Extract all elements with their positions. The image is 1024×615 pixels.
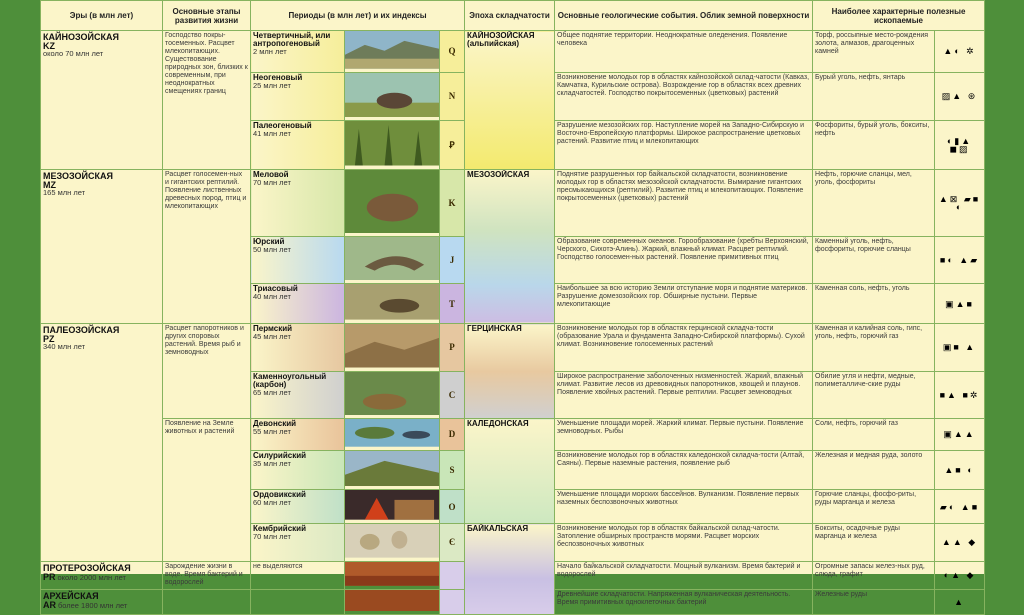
mineral-symbols-icon: ▣■ ▲ [935, 324, 985, 372]
period-illustration [345, 72, 440, 121]
minerals: Каменная и калийная соль, гипс, уголь, нефть, горючий газ [813, 324, 935, 372]
era-code: PZ [43, 334, 55, 345]
period-illustration [345, 121, 440, 170]
events: Широкое распространение заболоченных низменностей. Жаркий, влажный климат. Развитие лесов из древовидных папоротников, хвощей и плаунов. Появление хвойных растений. Первые рептилии. Расцвет земноводных [555, 371, 813, 419]
period-age: 45 млн лет [253, 332, 291, 342]
period-index: S [440, 450, 465, 490]
period-illustration [345, 371, 440, 419]
folding-cell-baikal [465, 524, 555, 615]
events: Наибольшее за всю историю Земли отступание моря и поднятие материков. Разрушение домезозойских гор. Обширные пустыни. Первые млекопитающие [555, 284, 813, 324]
period-index: J [440, 236, 465, 284]
table-row [41, 169, 985, 236]
period-cell [251, 72, 345, 121]
era-age: около 70 млн лет [43, 49, 104, 58]
events: Уменьшение площади морей. Жаркий климат. Первые пустыни. Появление земноводных. Рыбы [555, 419, 813, 451]
period-age: 25 млн лет [253, 80, 291, 90]
mineral-symbols-icon: ▲◐ ✲ [935, 31, 985, 73]
header-events: Основные геологические события. Облик земной поверхности [555, 1, 813, 31]
era-cell-pr [41, 561, 163, 589]
period-name: Силурийский [253, 450, 307, 460]
minerals: Торф, россыпные место-рождения золота, алмазов, драгоценных камней [813, 31, 935, 73]
period-name: Четвертичный, или антропогеновый [253, 31, 331, 48]
period-index: O [440, 490, 465, 524]
events: Уменьшение площади морских бассейнов. Вулканизм. Появление первых наземных беспозвоночных животных [555, 490, 813, 524]
mineral-symbols-icon: ▰◐ ▲■ [935, 490, 985, 524]
era-code: KZ [43, 41, 55, 51]
table [40, 0, 985, 615]
geochronological-table [40, 0, 984, 610]
minerals: Огромные запасы желез-ных руд, слюда, графит [813, 561, 935, 589]
period-cell [251, 169, 345, 236]
period-index: Є [440, 524, 465, 562]
period-illustration [345, 490, 440, 524]
era-age: 165 млн лет [43, 187, 86, 197]
period-name: Кембрийский [253, 524, 306, 534]
header-folding: Эпоха складчатости [465, 1, 555, 31]
events: Поднятие разрушенных гор байкальской складчатости, возникновение молодых гор в областях мезозойской складчатости. Вымирание гигантских пресмыкающихся (рептилий). Развитие птиц и млекопитающих. Появление покрытосеменных (цветковых) растений [555, 169, 813, 236]
life-stage: Появление на Земле животных и растений [163, 419, 251, 562]
period-illustration [345, 419, 440, 451]
minerals: Фосфориты, бурый уголь, бокситы, нефть [813, 121, 935, 170]
period-illustration [345, 524, 440, 562]
era-cell-kz [41, 31, 163, 170]
period-index [440, 589, 465, 615]
folding-name: МЕЗОЗОЙСКАЯ [467, 169, 530, 179]
period-name: Меловой [253, 169, 289, 179]
period-index: N [440, 72, 465, 121]
folding-name: КАЛЕДОНСКАЯ [467, 419, 529, 429]
table-row [41, 324, 985, 372]
folding-name: КАЙНОЗОЙСКАЯ [467, 31, 535, 40]
minerals: Горючие сланцы, фосфо-риты, руды марганца и железа [813, 490, 935, 524]
period-age: 70 млн лет [253, 177, 291, 187]
period-age: 60 млн лет [253, 498, 291, 508]
folding-cell-mz [465, 169, 555, 323]
era-name: АРХЕЙСКАЯ [43, 590, 99, 601]
period-name: Триасовый [253, 284, 298, 294]
period-illustration [345, 169, 440, 236]
period-illustration [345, 284, 440, 324]
period-index: T [440, 284, 465, 324]
folding-sub: (альпийская) [467, 39, 520, 48]
folding-cell-kz [465, 31, 555, 170]
era-name: ПРОТЕРОЗОЙСКАЯ [43, 562, 131, 573]
era-cell-pz [41, 324, 163, 562]
period-cell [251, 524, 345, 562]
era-name: МЕЗОЗОЙСКАЯ [43, 170, 113, 181]
events: Образование современных океанов. Горообразование (хребты Верхоянский, Черского, Сихотэ-Алинь). Жаркий, влажный климат. Расцвет рептилий. Господство голосемен-ных растений. Появление примитивных птиц [555, 236, 813, 284]
events: Разрушение мезозойских гор. Наступление морей на Западно-Сибирскую и Восточно-Европейскую платформы. Широкое распространение цветковых растений. Развитие птиц и млекопитающих [555, 121, 813, 170]
folding-cell-caled [465, 419, 555, 524]
minerals: Каменный уголь, нефть, фосфориты, горючие сланцы [813, 236, 935, 284]
era-code: MZ [43, 179, 56, 190]
mineral-symbols-icon: ◐▲ ◆ [935, 561, 985, 589]
period-age: 70 млн лет [253, 532, 291, 542]
period-age: 35 млн лет [253, 458, 291, 468]
period-cell [251, 589, 345, 615]
events: Общее поднятие территории. Неоднократные оледенения. Появление человека [555, 31, 813, 73]
minerals: Железная и медная руда, золото [813, 450, 935, 490]
period-name: Пермский [253, 324, 293, 334]
mineral-symbols-icon: ▲▲ ◆ [935, 524, 985, 562]
period-name: Палеогеновый [253, 121, 312, 131]
mineral-symbols-icon: ▲■ ◐ [935, 450, 985, 490]
table-row [41, 419, 985, 451]
period-illustration [345, 589, 440, 615]
period-cell [251, 371, 345, 419]
period-age: 65 млн лет [253, 387, 291, 397]
folding-name: ГЕРЦИНСКАЯ [467, 324, 522, 334]
minerals: Бурый уголь, нефть, янтарь [813, 72, 935, 121]
era-cell-ar [41, 589, 163, 615]
period-age: 2 млн лет [253, 47, 287, 56]
mineral-symbols-icon: ▣▲■ [935, 284, 985, 324]
period-name: Неогеновый [253, 72, 303, 82]
mineral-symbols-icon: ▲ [935, 589, 985, 615]
minerals: Каменная соль, нефть, уголь [813, 284, 935, 324]
period-cell: не выделяются [251, 561, 345, 589]
life-stage: Зарождение жизни в воде. Время бактерий и водорослей [163, 561, 251, 589]
events: Возникновение молодых гор в областях каледонской складча-тости (Алтай, Саяны). Первые наземные растения, появление рыб [555, 450, 813, 490]
period-cell [251, 236, 345, 284]
period-cell [251, 31, 345, 73]
period-cell [251, 284, 345, 324]
period-cell [251, 450, 345, 490]
events: Древнейшие складчатости. Напряженная вулканическая деятельность. Время примитивных одноклеточных бактерий [555, 589, 813, 615]
minerals: Бокситы, осадочные руды марганца и железа [813, 524, 935, 562]
life-stage [163, 589, 251, 615]
period-cell [251, 324, 345, 372]
period-cell [251, 121, 345, 170]
folding-name: БАЙКАЛЬСКАЯ [467, 524, 529, 534]
header-periods: Периоды (в млн лет) и их индексы [251, 1, 465, 31]
era-code: PR [43, 571, 56, 582]
minerals: Обилие угля и нефти, медные, полиметалличе-ские руды [813, 371, 935, 419]
period-illustration [345, 324, 440, 372]
header-row [41, 1, 985, 31]
minerals: Нефть, горючие сланцы, мел, уголь, фосфориты [813, 169, 935, 236]
mineral-symbols-icon: ▲⊠ ▰■ ◐ [935, 169, 985, 236]
period-index: Ꝑ [440, 121, 465, 170]
period-index: D [440, 419, 465, 451]
period-index: Q [440, 31, 465, 73]
period-name: Ордовикский [253, 490, 306, 500]
period-index [440, 561, 465, 589]
period-name: Каменноугольный (карбон) [253, 371, 327, 389]
mineral-symbols-icon: ▨▲ ⊛ [935, 72, 985, 121]
mineral-symbols-icon: ◐▮▲ ◼▨ [935, 121, 985, 170]
table-row [41, 31, 985, 73]
period-age: 40 млн лет [253, 292, 291, 302]
life-stage: Господство покры-тосеменных. Расцвет млекопитающих. Существование природных зон, близких к современным, при неоднократных смещениях границ [163, 31, 251, 170]
era-age: около 2000 млн лет [57, 572, 126, 582]
header-stages: Основные этапы развития жизни [163, 1, 251, 31]
period-illustration [345, 236, 440, 284]
period-illustration [345, 31, 440, 73]
period-age: 50 млн лет [253, 244, 291, 254]
era-name: КАЙНОЗОЙСКАЯ [43, 32, 119, 42]
life-stage: Расцвет папоротников и других споровых растений. Время рыб и земноводных [163, 324, 251, 419]
period-cell [251, 419, 345, 451]
period-illustration [345, 561, 440, 589]
period-index: K [440, 169, 465, 236]
period-illustration [345, 450, 440, 490]
era-age: 340 млн лет [43, 342, 86, 352]
events: Возникновение молодых гор в областях байкальской склад-чатости. Затопление обширных пространств морями. Расцвет морских беспозвоночных животных [555, 524, 813, 562]
period-age: 41 млн лет [253, 129, 291, 139]
events: Возникновение молодых гор в областях герцинской складча-тости (образование Урала и фундамента Западно-Сибирской платформы). Сухой климат. Возникновение голосеменных растений [555, 324, 813, 372]
period-cell [251, 490, 345, 524]
events: Начало байкальской складчатости. Мощный вулканизм. Время бактерий и водорослей [555, 561, 813, 589]
period-age: 55 млн лет [253, 427, 291, 437]
era-code: AR [43, 599, 56, 610]
mineral-symbols-icon: ▣▲▲ [935, 419, 985, 451]
period-index: C [440, 371, 465, 419]
period-name: Юрский [253, 236, 285, 246]
era-cell-mz [41, 169, 163, 323]
folding-cell-hercyn [465, 324, 555, 419]
era-name: ПАЛЕОЗОЙСКАЯ [43, 325, 120, 336]
period-index: P [440, 324, 465, 372]
minerals: Соли, нефть, горючий газ [813, 419, 935, 451]
events: Возникновение молодых гор в областях кайнозойской склад-чатости (Кавказ, Камчатка, Курильские острова). Возрождение гор в областях всех древних складчатостей. Господство покрытосеменных (цветковых) растений [555, 72, 813, 121]
mineral-symbols-icon: ■▲ ■✲ [935, 371, 985, 419]
minerals: Железные руды [813, 589, 935, 615]
header-era: Эры (в млн лет) [41, 1, 163, 31]
header-minerals: Наиболее характерные полезные ископаемые [813, 1, 985, 31]
life-stage: Расцвет голосемен-ных и гигантских рептилий. Появление лиственных древесных пород, птиц и млекопитающих [163, 169, 251, 323]
period-name: Девонский [253, 419, 297, 429]
era-age: более 1800 млн лет [57, 600, 128, 610]
mineral-symbols-icon: ■◐ ▲▰ [935, 236, 985, 284]
